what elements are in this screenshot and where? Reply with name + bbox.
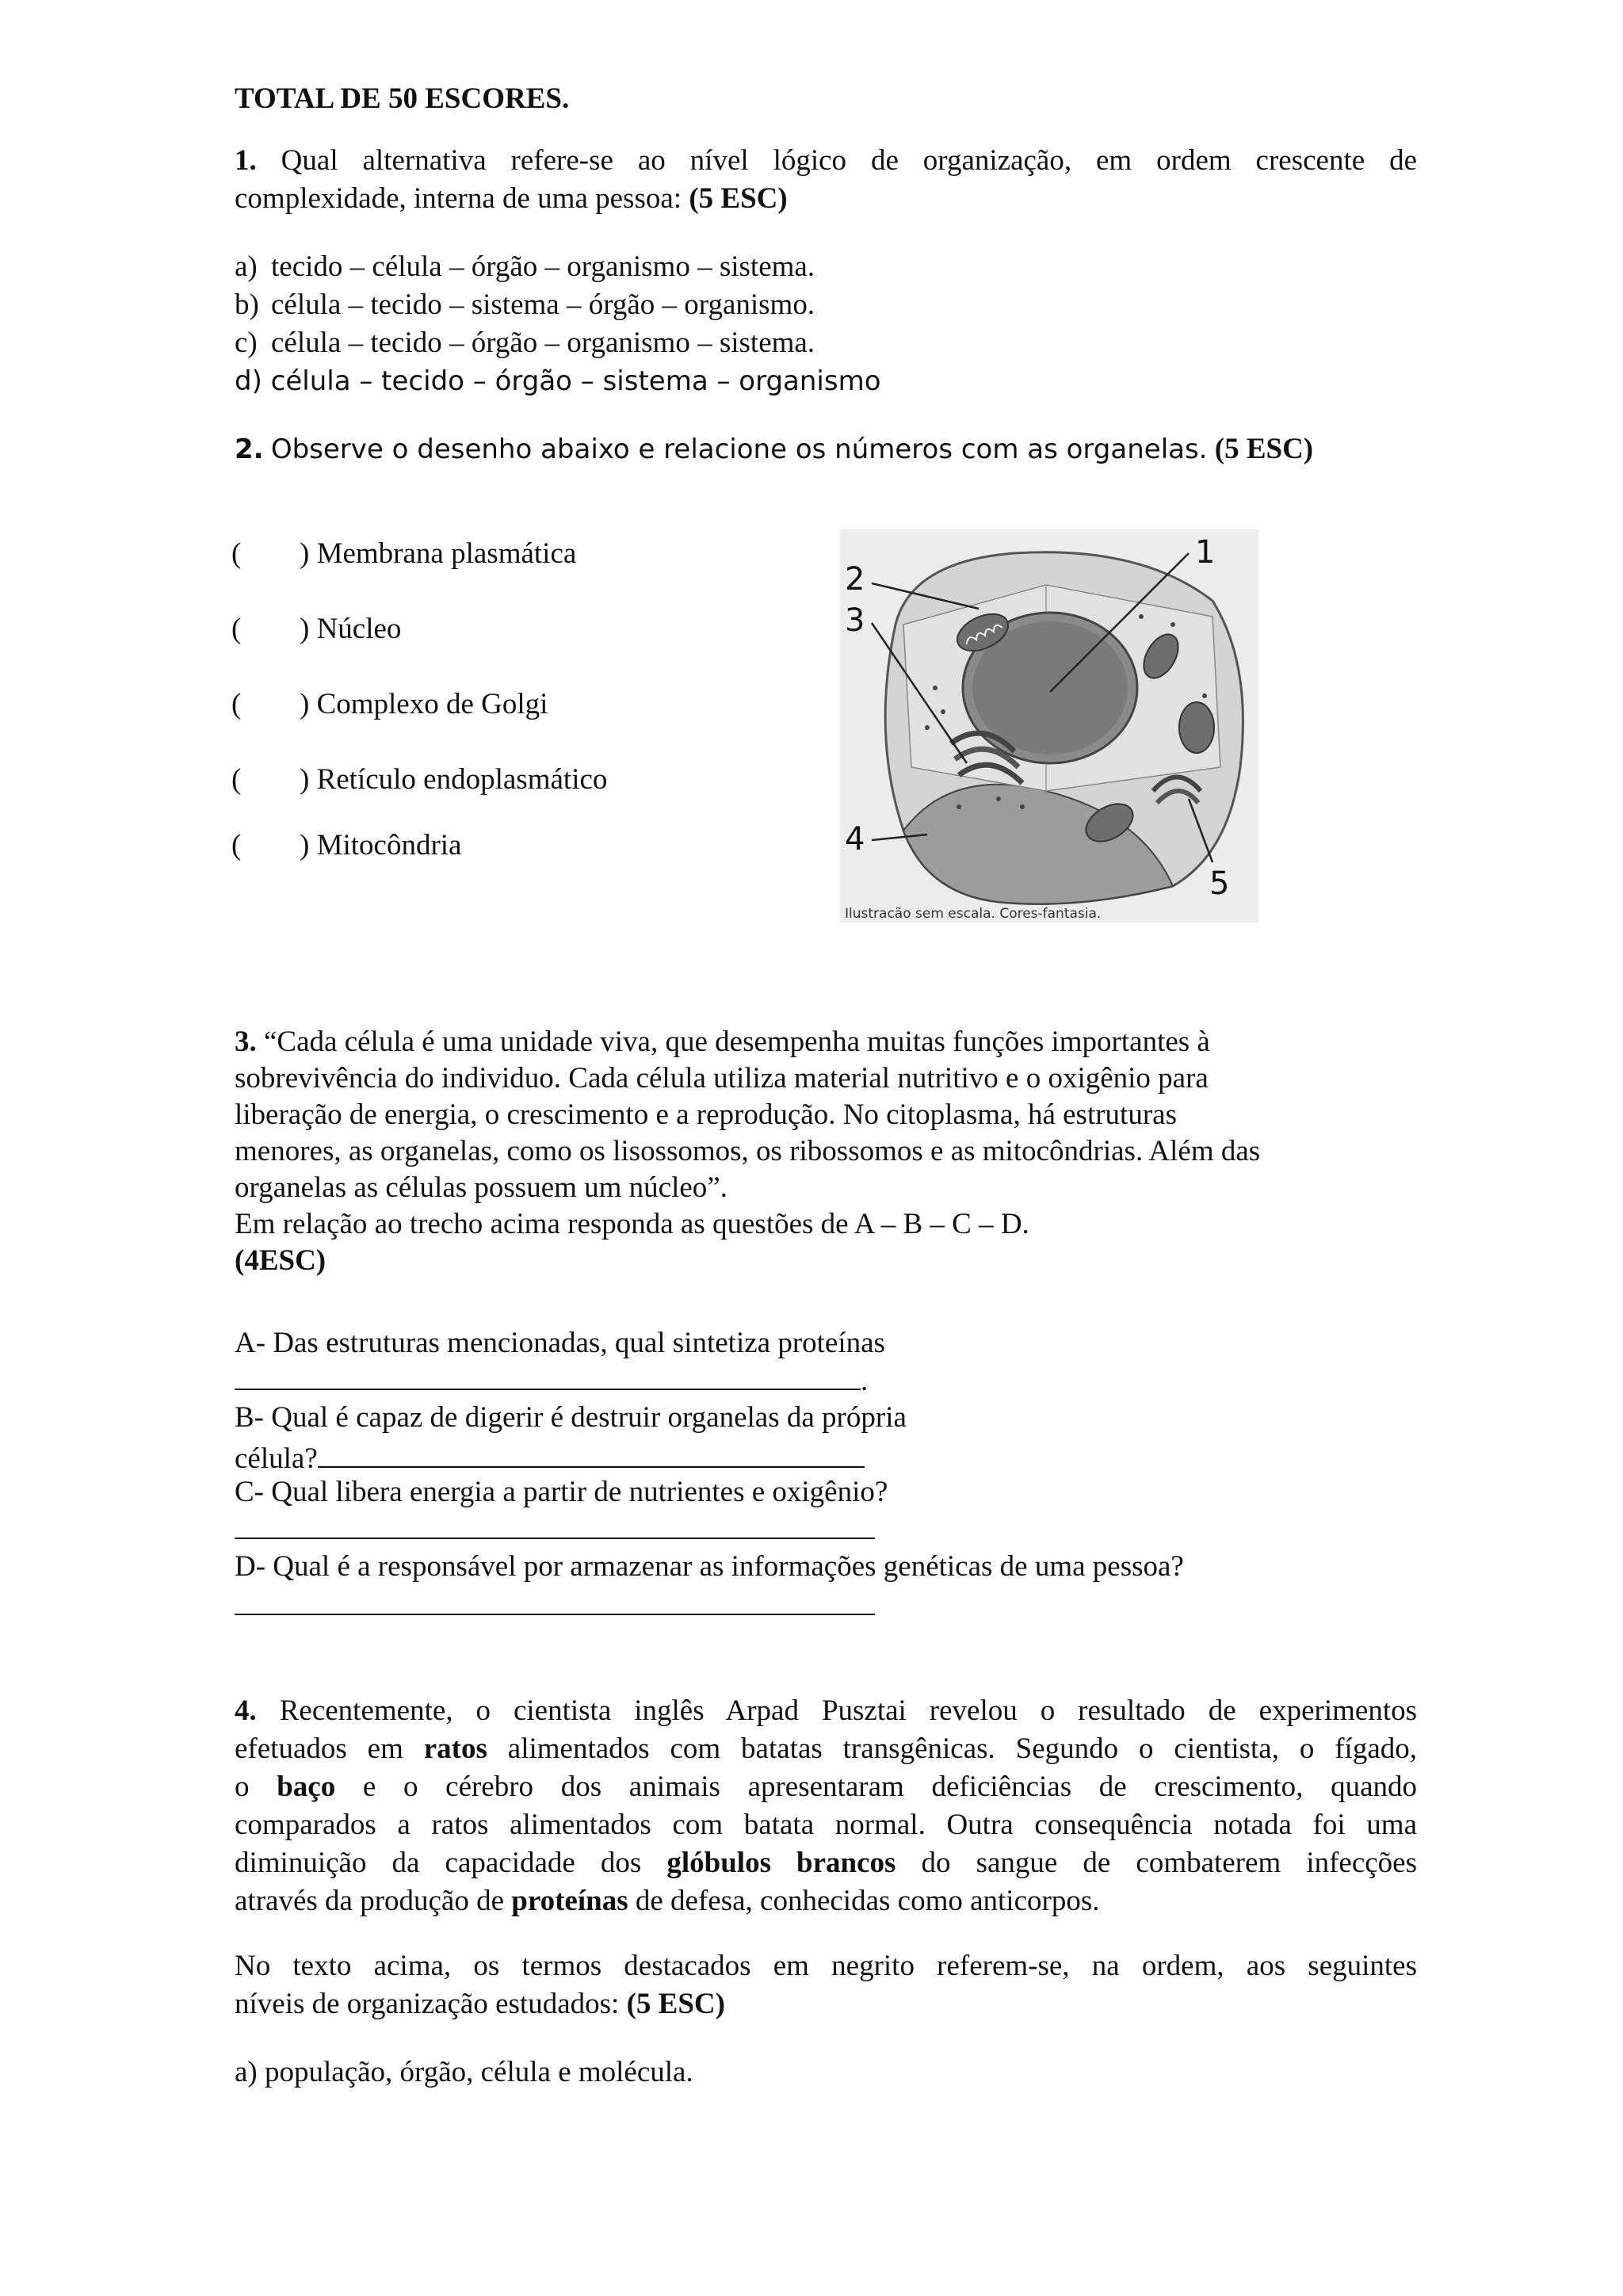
q3-score: (4ESC) bbox=[235, 1244, 327, 1277]
q4-bold-term: baço bbox=[277, 1771, 336, 1803]
q4-text: e o cérebro dos animais apresentaram deficiências de crescimento, quando bbox=[335, 1771, 1418, 1803]
item-label: ) Núcleo bbox=[300, 613, 402, 645]
q1-text: Qual alternativa refere-se ao nível lógico de organização, em ordem crescente de bbox=[281, 144, 1418, 177]
answer-line-b[interactable] bbox=[318, 1438, 865, 1468]
q3-question-b: B- Qual é capaz de digerir é destruir organelas da própria bbox=[235, 1401, 907, 1434]
q3-answer-d[interactable] bbox=[235, 1585, 875, 1625]
q4-text: comparados a ratos alimentados com batata normal. Outra consequência notada foi uma bbox=[235, 1809, 1417, 1841]
q2-item-reticulo[interactable] bbox=[231, 762, 607, 798]
q4-line bbox=[235, 1883, 1099, 1920]
q1-text-line1 bbox=[235, 143, 1417, 179]
answer-blank[interactable]: ( bbox=[231, 829, 242, 861]
q3-line: liberação de energia, o crescimento e a reprodução. No citoplasma, há estruturas bbox=[235, 1098, 1177, 1131]
q3-question-c: C- Qual libera energia a partir de nutrientes e oxigênio? bbox=[235, 1476, 888, 1508]
q4-text: o bbox=[235, 1771, 277, 1803]
q1-text-cont: complexidade, interna de uma pessoa: bbox=[235, 182, 682, 215]
option-text: célula – tecido – órgão – sistema – organismo bbox=[270, 365, 881, 397]
q4-text: através da produção de bbox=[235, 1885, 512, 1917]
figure-label-4: 4 bbox=[845, 821, 865, 858]
q4-prompt-line1: No texto acima, os termos destacados em negrito referem-se, na ordem, aos seguintes bbox=[235, 1950, 1417, 1982]
q3-line: “Cada célula é uma unidade viva, que desempenha muitas funções importantes à bbox=[264, 1026, 1210, 1058]
answer-line-c[interactable] bbox=[235, 1509, 875, 1539]
option-text: tecido – célula – órgão – organismo – sistema. bbox=[271, 250, 815, 283]
q1-number: 1. bbox=[235, 144, 257, 177]
answer-blank[interactable]: ( bbox=[231, 613, 242, 645]
q4-bold-term: ratos bbox=[423, 1733, 487, 1765]
answer-blank[interactable]: ( bbox=[231, 688, 242, 720]
q3-answer-c[interactable] bbox=[235, 1509, 875, 1549]
q4-line bbox=[235, 1845, 1417, 1881]
q3-line: organelas as células possuem um núcleo”. bbox=[235, 1171, 727, 1204]
q3-line: Em relação ao trecho acima responda as questões de A – B – C – D. bbox=[235, 1208, 1029, 1240]
q4-bold-term: glóbulos brancos bbox=[666, 1847, 896, 1879]
option-letter: c) bbox=[235, 327, 258, 359]
q4-prompt: níveis de organização estudados: bbox=[235, 1988, 620, 2020]
q2-question: Observe o desenho abaixo e relacione os números com as organelas. bbox=[270, 434, 1208, 465]
item-label: ) Membrana plasmática bbox=[300, 537, 577, 570]
q2-score: (5 ESC) bbox=[1214, 433, 1314, 465]
q1-option-a[interactable] bbox=[235, 249, 815, 285]
q2-item-membrana[interactable] bbox=[231, 536, 576, 572]
figure-label-2: 2 bbox=[845, 561, 865, 598]
q4-text: do sangue de combaterem infecções bbox=[896, 1847, 1418, 1879]
item-label: ) Retículo endoplasmático bbox=[300, 763, 608, 796]
q4-line bbox=[235, 1731, 1417, 1767]
figure-label-3: 3 bbox=[845, 602, 865, 639]
q3-question-a: A- Das estruturas mencionadas, qual sintetiza proteínas bbox=[235, 1327, 885, 1359]
figure-label-1: 1 bbox=[1195, 534, 1216, 571]
q1-option-b[interactable] bbox=[235, 287, 815, 323]
figure-caption: Ilustracão sem escala. Cores-fantasia. bbox=[845, 906, 1102, 922]
answer-line-a[interactable] bbox=[235, 1360, 861, 1390]
q4-line bbox=[235, 1693, 1417, 1729]
answer-blank[interactable]: ( bbox=[231, 763, 242, 796]
item-label: ) Complexo de Golgi bbox=[300, 688, 548, 720]
q4-score: (5 ESC) bbox=[626, 1988, 725, 2020]
page-title: TOTAL DE 50 ESCORES. bbox=[235, 82, 570, 115]
q3-answer-b[interactable] bbox=[235, 1438, 865, 1477]
q2-item-mitocondria[interactable] bbox=[231, 827, 461, 864]
q3-answer-a[interactable] bbox=[235, 1360, 868, 1400]
option-letter: b) bbox=[235, 288, 259, 321]
q4-prompt-line2 bbox=[235, 1986, 725, 2023]
q4-bold-term: proteínas bbox=[511, 1885, 628, 1917]
q4-text: efetuados em bbox=[235, 1733, 424, 1765]
q2-item-golgi[interactable] bbox=[231, 686, 548, 723]
q4-line bbox=[235, 1769, 1417, 1805]
q4-text: Recentemente, o cientista inglês Arpad Pusztai revelou o resultado de experimentos bbox=[279, 1694, 1417, 1727]
q3-passage bbox=[235, 1024, 1417, 1279]
q4-text: diminuição da capacidade dos bbox=[235, 1847, 667, 1879]
q1-option-c[interactable] bbox=[235, 325, 815, 361]
q4-text: de defesa, conhecidas como anticorpos. bbox=[628, 1885, 1100, 1917]
option-letter: d) bbox=[235, 365, 262, 397]
answer-line-d[interactable] bbox=[235, 1585, 875, 1615]
question-b-cont: célula? bbox=[235, 1442, 318, 1475]
q2-text bbox=[235, 431, 1313, 468]
cell-diagram bbox=[840, 529, 1258, 923]
q2-item-nucleo[interactable] bbox=[231, 611, 401, 648]
q2-number: 2. bbox=[235, 434, 264, 465]
q4-option-a[interactable]: a) população, órgão, célula e molécula. bbox=[235, 2056, 693, 2088]
q1-score: (5 ESC) bbox=[689, 182, 788, 215]
q1-text-line2 bbox=[235, 181, 788, 217]
q3-line: menores, as organelas, como os lisossomos, os ribossomos e as mitocôndrias. Além das bbox=[235, 1135, 1261, 1167]
cell-illustration bbox=[840, 529, 1258, 923]
item-label: ) Mitocôndria bbox=[300, 829, 462, 861]
q3-line: sobrevivência do individuo. Cada célula utiliza material nutritivo e o oxigênio para bbox=[235, 1062, 1209, 1095]
q4-number: 4. bbox=[235, 1694, 257, 1727]
option-text: célula – tecido – órgão – organismo – sistema. bbox=[271, 327, 815, 359]
q1-option-d[interactable] bbox=[235, 363, 881, 399]
option-text: célula – tecido – sistema – órgão – organismo. bbox=[271, 288, 815, 321]
q3-number: 3. bbox=[235, 1026, 257, 1058]
q3-question-d: D- Qual é a responsável por armazenar as informações genéticas de uma pessoa? bbox=[235, 1550, 1184, 1583]
figure-label-5: 5 bbox=[1209, 865, 1230, 902]
q4-line bbox=[235, 1807, 1417, 1843]
option-letter: a) bbox=[235, 250, 258, 283]
answer-a-period: . bbox=[861, 1365, 869, 1397]
q4-text: alimentados com batatas transgênicas. Segundo o cientista, o fígado, bbox=[487, 1733, 1417, 1765]
answer-blank[interactable]: ( bbox=[231, 537, 242, 570]
